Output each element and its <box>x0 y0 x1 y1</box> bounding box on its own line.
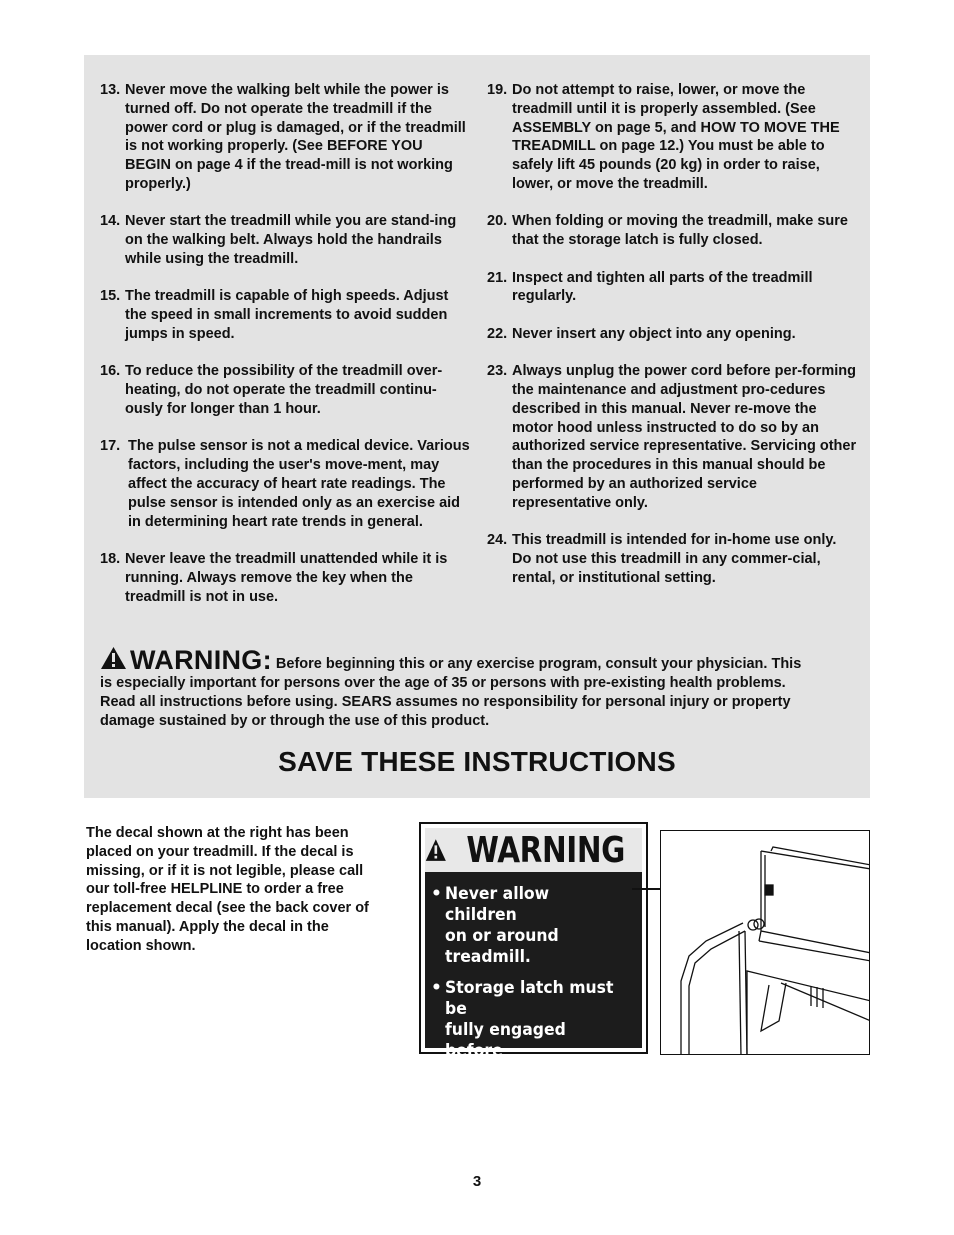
instruction-20 <box>487 212 859 250</box>
item-number: 24. <box>487 532 508 549</box>
decal-warning-triangle-icon <box>425 835 447 865</box>
item-text: Inspect and tighten all parts of the treadmill regularly. <box>512 269 813 305</box>
decal-items <box>431 884 636 1135</box>
item-number: 17. <box>100 438 121 455</box>
warning-label: WARNING: <box>130 645 272 675</box>
item-text: Never insert any object into any opening. <box>512 325 796 342</box>
item-text: When folding or moving the treadmill, make sure that the storage latch is fully closed. <box>512 213 848 249</box>
warning-text-2: is especially important for persons over the age of 35 or persons with pre-existing health problems. <box>100 675 786 691</box>
instruction-18 <box>100 550 470 606</box>
right-instructions-column <box>487 81 859 606</box>
warning-triangle-icon <box>100 646 127 670</box>
instruction-16 <box>100 362 470 418</box>
item-text: Never start the treadmill while you are stand-ing on the walking belt. Always hold the handrails while using the treadmill. <box>125 213 457 267</box>
decal-item-text: Storage latch must be fully engaged before treadmill is moved or stored. <box>445 978 614 1124</box>
instruction-14 <box>100 212 470 268</box>
save-instructions-title: SAVE THESE INSTRUCTIONS <box>278 746 676 777</box>
page-number: 3 <box>472 1173 482 1190</box>
decal-header <box>425 828 642 872</box>
warning-text-1: Before beginning this or any exercise program, consult your physician. This <box>275 656 802 672</box>
item-number: 22. <box>487 325 508 342</box>
decal-header-text: WARNING <box>466 829 625 871</box>
item-number: 14. <box>100 213 121 230</box>
item-text: This treadmill is intended for in-home use only. Do not use this treadmill in any commer-cial, rental, or institutional setting. <box>512 532 837 586</box>
treadmill-illustration <box>660 830 870 1055</box>
item-number: 21. <box>487 269 508 286</box>
instruction-15 <box>100 287 470 343</box>
decal-item-text: Never allow children on or around treadmill. <box>445 884 559 967</box>
item-number: 16. <box>100 363 121 380</box>
item-text: The pulse sensor is not a medical device. Various factors, including the user's move-ment, may affect the accuracy of heart rate readings. The pulse sensor is intended only as an exercise aid in determining heart rate trends in general. <box>128 438 470 530</box>
item-number: 23. <box>487 363 508 380</box>
item-text: To reduce the possibility of the treadmill over-heating, do not operate the treadmill continu-ously for longer than 1 hour. <box>125 363 443 417</box>
item-text: The treadmill is capable of high speeds. Adjust the speed in small increments to avoid sudden jumps in speed. <box>125 288 449 342</box>
warning-notice <box>100 646 860 731</box>
left-instructions-column <box>100 81 470 625</box>
instruction-21 <box>487 269 859 307</box>
warning-line-1 <box>100 646 860 674</box>
item-text: Never leave the treadmill unattended while it is running. Always remove the key when the treadmill is not in use. <box>125 550 448 605</box>
bullet: • <box>431 884 442 904</box>
instruction-13 <box>100 81 470 194</box>
decal-note: The decal shown at the right has been placed on your treadmill. If the decal is missing, or if it is not legible, please call our toll-free HELPLINE to order a free replacement decal (see the back cover of this manual). Apply the decal in the location shown. <box>86 825 369 954</box>
warning-text-4: damage sustained by or through the use of this product. <box>100 713 490 729</box>
item-number: 20. <box>487 213 508 230</box>
instruction-23 <box>487 362 859 512</box>
warning-decal <box>419 822 648 1124</box>
decal-item-children <box>431 884 636 968</box>
item-number: 13. <box>100 82 121 98</box>
warning-text-3: Read all instructions before using. SEARS assumes no responsibility for personal injury or property <box>100 694 791 710</box>
instruction-17 <box>100 437 470 531</box>
instruction-24 <box>487 531 859 587</box>
item-number: 15. <box>100 288 121 305</box>
treadmill-frame-drawing <box>661 831 870 1055</box>
item-text: Do not attempt to raise, lower, or move the treadmill until it is properly assembled. (See ASSEMBLY on page 5, and HOW TO MOVE THE TREADMILL on page 12.) You must be able to safely lift 45 pounds (20 kg) in order to raise, lower, or move the treadmill. <box>512 82 840 192</box>
instruction-19 <box>487 81 859 194</box>
item-text: Never move the walking belt while the power is turned off. Do not operate the treadmill if the power cord or plug is damaged, or if the treadmill is not working properly. (See BEFORE YOU BEGIN on page 4 if the tread-mill is not working properly.) <box>125 82 466 192</box>
item-text: Always unplug the power cord before per-forming the maintenance and adjustment pro-cedures described in this manual. Never re-move the motor hood unless instructed to do so by an authorized service representative. Servicing other than the procedures in this manual should be performed by an authorized service representative only. <box>512 363 857 511</box>
bullet: • <box>431 978 442 998</box>
decal-item-latch <box>431 978 636 1125</box>
instruction-22 <box>487 325 859 344</box>
item-number: 19. <box>487 82 508 98</box>
item-number: 18. <box>100 550 121 567</box>
